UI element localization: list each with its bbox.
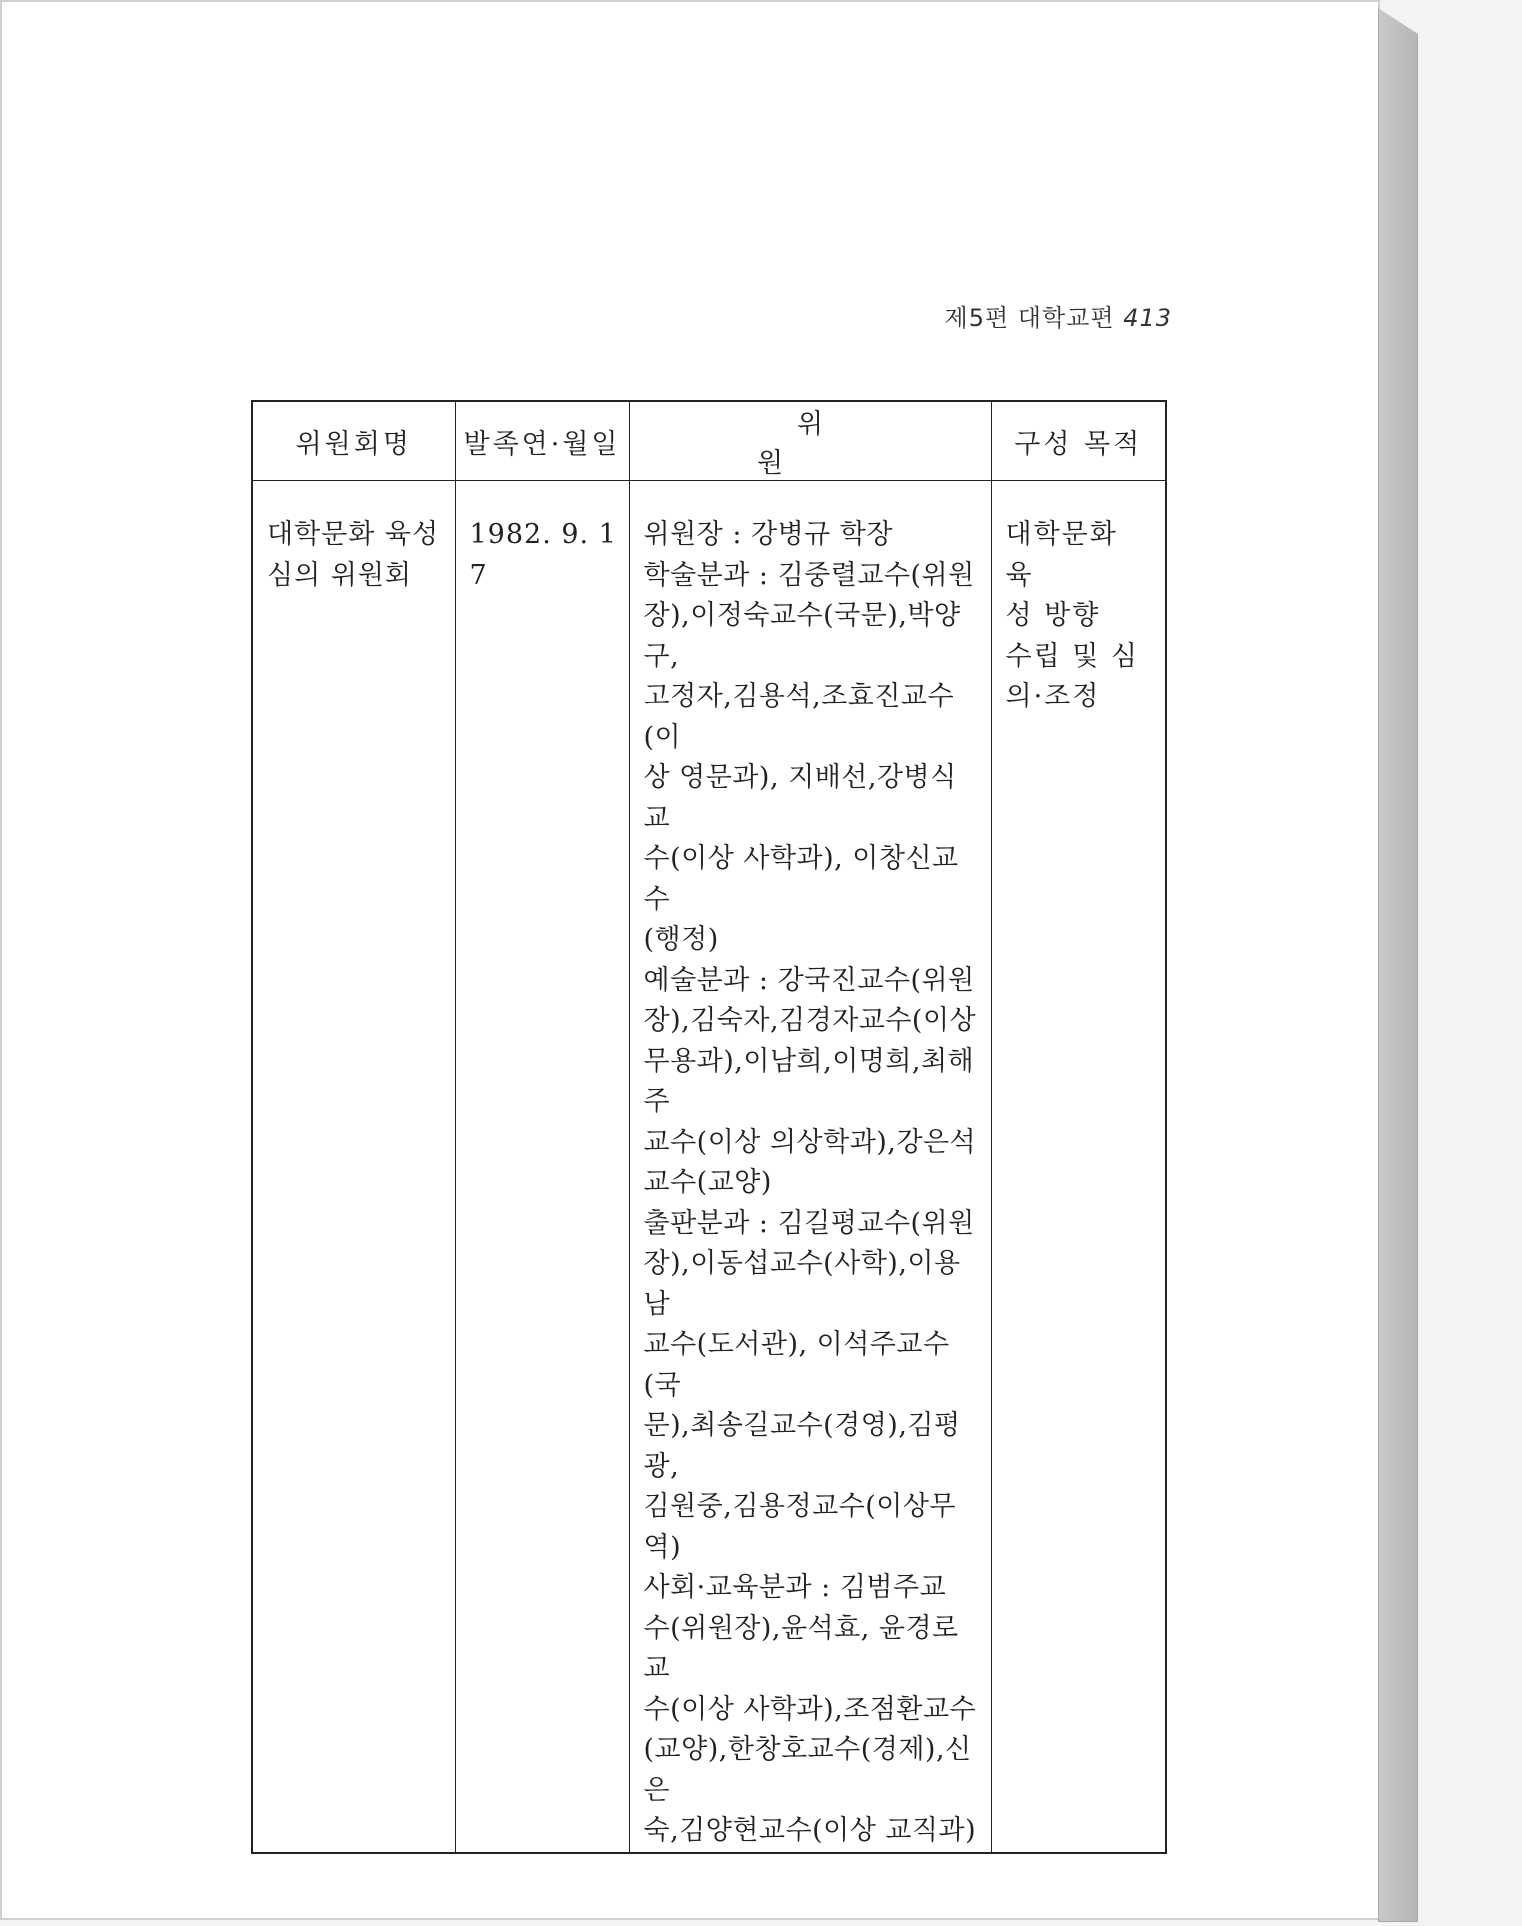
table-row: [252, 481, 1166, 1853]
header-members: [629, 401, 991, 481]
page-stack-edge: [1378, 8, 1418, 1922]
running-head-section: 제5편 대학교편: [944, 304, 1115, 332]
header-purpose: 구성 목적: [991, 401, 1166, 481]
table-header-row: [252, 401, 1166, 481]
header-founding-date: 발족연·월일: [455, 401, 629, 481]
running-head: [945, 298, 1172, 333]
committee-table: [251, 400, 1167, 1854]
cell-committee-name: 대학문화 육성 심의 위원회: [252, 481, 455, 1853]
page-number: 413: [1123, 304, 1172, 332]
header-members-label: 위 원: [756, 409, 904, 479]
header-committee-name: 위원회명: [252, 401, 455, 481]
cell-purpose: 대학문화 육 성 방향 수립 및 심 의·조정: [991, 481, 1166, 1853]
cell-founding-date: 1982. 9. 17: [455, 481, 629, 1853]
cell-members: 위원장 : 강병규 학장 학술분과 : 김중렬교수(위원 장),이정숙교수(국문),박양구, 고정자,김용석,조효진교수(이 상 영문과), 지배선,강병식교 수(이상 사학과), 이창신교수 (행정) 예술분과 : 강국진교수(위원 장),김숙자,김경자교수(이상 무용과),이남희,이명희,최해주 교수(이상 의상학과),강은석 교수(교양) 출판분과 : 김길평교수(위원 장),이동섭교수(사학),이용남 교수(도서관), 이석주교수(국 문),최송길교수(경영),김평광, 김원중,김용정교수(이상무역) 사회·교육분과 : 김범주교 수(위원장),윤석효, 윤경로교 수(이상 사학과),조점환교수 (교양),한창호교수(경제),신은 숙,김양현교수(이상 교직과): [629, 481, 991, 1853]
